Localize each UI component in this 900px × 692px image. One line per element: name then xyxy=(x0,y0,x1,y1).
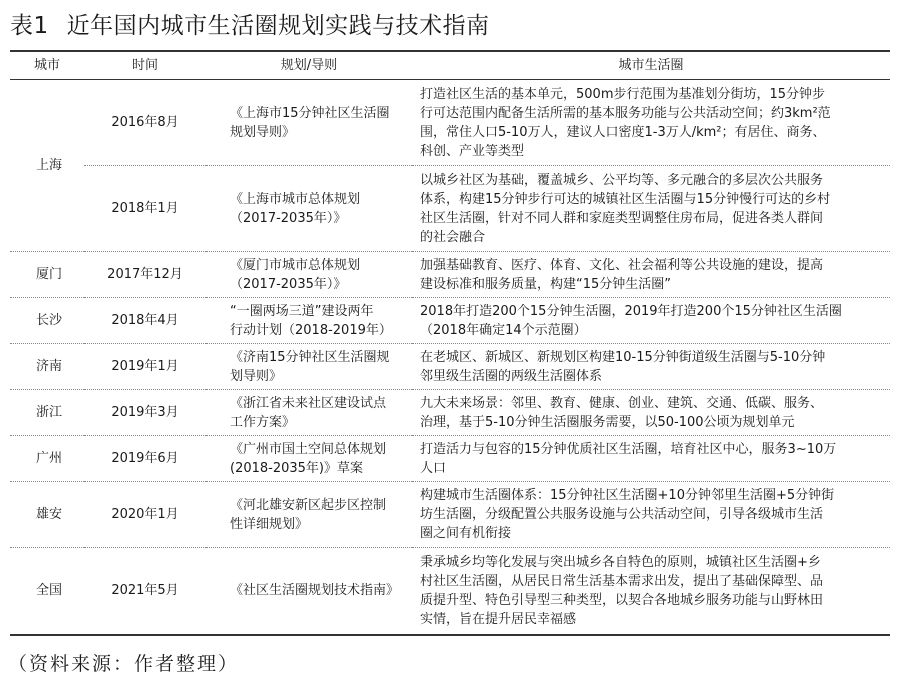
header-city: 城市 xyxy=(10,51,84,80)
desc-line: 邻里级生活圈的两级生活圈体系 xyxy=(420,368,603,384)
table-row xyxy=(10,436,890,482)
city-cell: 济南 xyxy=(10,344,84,390)
desc-cell xyxy=(412,298,890,344)
desc-line: 行可达范围内配备生活所需的基本服务功能与公共活动空间；约3km²范 xyxy=(420,105,831,121)
desc-line: 体系，构建15分钟步行可达的城镇社区生活圈与15分钟慢行可达的乡村 xyxy=(420,191,831,207)
desc-line: 科创、产业等类型 xyxy=(420,143,525,159)
plan-line: 《社区生活圈规划技术指南》 xyxy=(230,583,400,599)
table-row xyxy=(10,252,890,298)
header-plan: 规划/导则 xyxy=(206,51,412,80)
life-circle-table xyxy=(10,50,890,636)
desc-line: 的社会融合 xyxy=(420,229,486,245)
desc-line: 在老城区、新城区、新规划区构建10-15分钟街道级生活圈与5-10分钟 xyxy=(420,349,826,365)
desc-cell xyxy=(412,482,890,548)
plan-line: （2017-2035年）》 xyxy=(230,276,347,292)
desc-line: 构建城市生活圈体系：15分钟社区生活圈+10分钟邻里生活圈+5分钟街 xyxy=(420,488,835,503)
desc-line: 打造活力与包容的15分钟优质社区生活圈，培育社区中心，服务3~10万 xyxy=(420,441,837,457)
desc-line: 建设标准和服务质量，构建“15分钟生活圈” xyxy=(420,276,672,292)
desc-cell xyxy=(412,80,890,166)
table-title xyxy=(10,6,490,46)
plan-line: （2017-2035年）》 xyxy=(230,210,347,226)
desc-cell xyxy=(412,436,890,482)
table-title-text: 近年国内城市生活圈规划实践与技术指南 xyxy=(66,13,490,39)
plan-cell xyxy=(206,548,412,635)
table-row xyxy=(10,166,890,252)
table-row xyxy=(10,80,890,166)
plan-line: 《上海市城市总体规划 xyxy=(230,191,361,207)
plan-cell xyxy=(206,482,412,548)
desc-cell xyxy=(412,344,890,390)
desc-line: 实情，旨在提升居民幸福感 xyxy=(420,611,577,627)
plan-line: 《上海市15分钟社区生活圈 xyxy=(230,105,390,121)
city-cell: 长沙 xyxy=(10,298,84,344)
header-life-circle: 城市生活圈 xyxy=(412,51,890,80)
city-cell: 广州 xyxy=(10,436,84,482)
desc-line: 社区生活圈，针对不同人群和家庭类型调整住房布局，促进各类人群间 xyxy=(420,210,824,226)
desc-cell xyxy=(412,390,890,436)
date-cell: 2020年1月 xyxy=(84,482,206,548)
desc-cell xyxy=(412,166,890,252)
desc-line: 2018年打造200个15分钟生活圈，2019年打造200个15分钟社区生活圈 xyxy=(420,303,842,319)
city-cell: 厦门 xyxy=(10,252,84,298)
plan-line: 性详细规划》 xyxy=(230,516,309,532)
plan-cell xyxy=(206,166,412,252)
desc-line: 围，常住人口5-10万人，建议人口密度1-3万人/km²；有居住、商务、 xyxy=(420,124,826,140)
plan-line: 规划导则》 xyxy=(230,124,296,140)
date-cell: 2017年12月 xyxy=(84,252,206,298)
plan-cell xyxy=(206,344,412,390)
desc-line: 加强基础教育、医疗、体育、文化、社会福利等公共设施的建设，提高 xyxy=(420,257,824,273)
desc-line: 人口 xyxy=(420,460,447,476)
date-cell: 2018年4月 xyxy=(84,298,206,344)
desc-cell xyxy=(412,252,890,298)
plan-line: 工作方案》 xyxy=(230,414,296,430)
city-cell: 全国 xyxy=(10,548,84,635)
plan-line: 《浙江省未来社区建设试点 xyxy=(230,395,387,411)
plan-line: 行动计划（2018-2019年） xyxy=(230,322,392,338)
desc-line: 圈之间有机衔接 xyxy=(420,526,512,541)
table-number: 表1 xyxy=(10,13,49,39)
date-cell: 2019年6月 xyxy=(84,436,206,482)
plan-cell xyxy=(206,298,412,344)
date-cell: 2016年8月 xyxy=(84,80,206,166)
desc-line: 治理，基于5-10分钟生活圈服务需要，以50-100公顷为规划单元 xyxy=(420,414,795,430)
desc-line: 秉承城乡均等化发展与突出城乡各自特色的原则，城镇社区生活圈+乡 xyxy=(420,554,821,570)
plan-line: (2018-2035年)》草案 xyxy=(230,460,364,476)
table-row xyxy=(10,482,890,548)
table-header xyxy=(10,51,890,80)
table-row xyxy=(10,548,890,635)
table-row xyxy=(10,344,890,390)
desc-line: 以城乡社区为基础，覆盖城乡、公平均等、多元融合的多层次公共服务 xyxy=(420,172,824,188)
date-cell: 2018年1月 xyxy=(84,166,206,252)
desc-line: 质提升型、特色引导型三种类型，以契合各地城乡服务功能与山野林田 xyxy=(420,592,824,608)
plan-line: “一圈两场三道”建设两年 xyxy=(230,303,374,319)
date-cell: 2019年1月 xyxy=(84,344,206,390)
plan-line: 划导则》 xyxy=(230,368,283,384)
desc-line: 九大未来场景：邻里、教育、健康、创业、建筑、交通、低碳、服务、 xyxy=(420,395,824,411)
city-cell: 上海 xyxy=(10,80,84,252)
plan-cell xyxy=(206,390,412,436)
date-cell: 2021年5月 xyxy=(84,548,206,635)
header-date: 时间 xyxy=(84,51,206,80)
desc-line: 坊生活圈，分级配置公共服务设施与公共活动空间，引导各级城市生活 xyxy=(420,507,824,522)
plan-cell xyxy=(206,436,412,482)
table-row xyxy=(10,298,890,344)
plan-line: 《河北雄安新区起步区控制 xyxy=(230,497,387,513)
plan-cell xyxy=(206,252,412,298)
city-cell: 雄安 xyxy=(10,482,84,548)
table-row xyxy=(10,390,890,436)
table-body xyxy=(10,80,890,635)
desc-line: 打造社区生活的基本单元，500m步行范围为基准划分街坊，15分钟步 xyxy=(420,86,826,102)
desc-cell xyxy=(412,548,890,635)
source-note: （资料来源：作者整理） xyxy=(8,653,240,675)
plan-line: 《广州市国土空间总体规划 xyxy=(230,441,387,457)
plan-line: 《济南15分钟社区生活圈规 xyxy=(230,349,390,365)
city-cell: 浙江 xyxy=(10,390,84,436)
desc-line: （2018年确定14个示范圈） xyxy=(420,322,587,338)
plan-line: 《厦门市城市总体规划 xyxy=(230,257,361,273)
desc-line: 村社区生活圈，从居民日常生活基本需求出发，提出了基础保障型、品 xyxy=(420,573,824,589)
plan-cell xyxy=(206,80,412,166)
date-cell: 2019年3月 xyxy=(84,390,206,436)
